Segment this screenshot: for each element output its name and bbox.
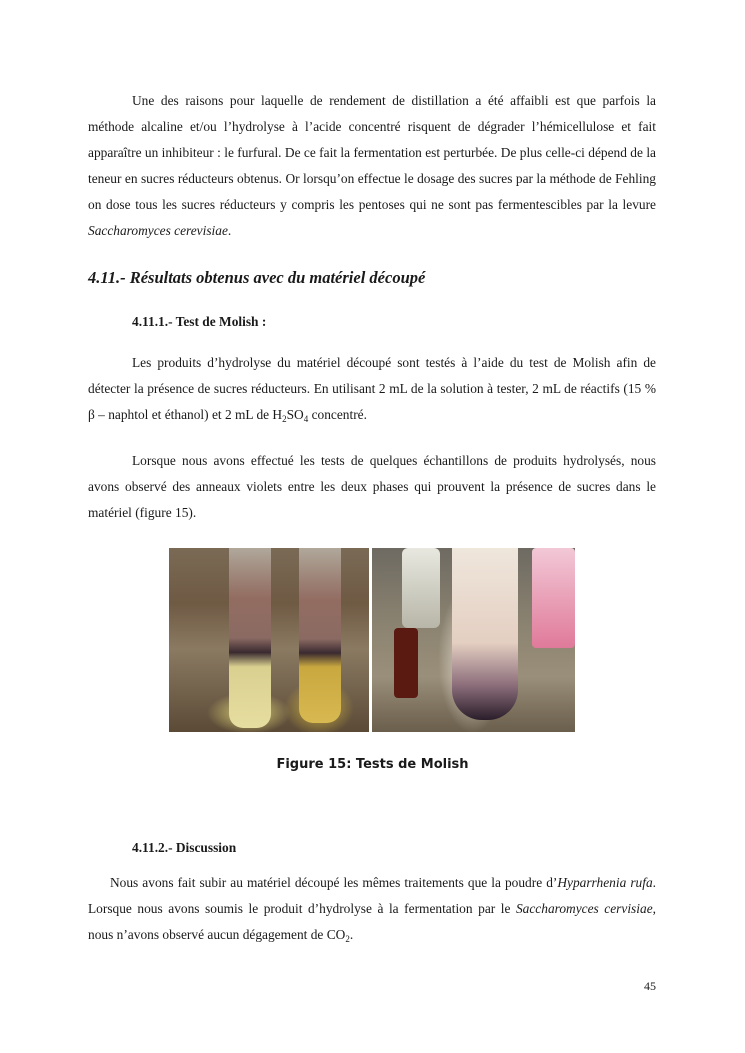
paragraph-text: . Lorsque nous avons soumis le produit d’hydrolyse à la fermentation par le xyxy=(88,875,656,916)
subsection-heading-discussion: 4.11.2.- Discussion xyxy=(132,840,237,855)
subscript: 2 xyxy=(282,414,287,424)
paragraph-text: Nous avons fait subir au matériel découpé les mêmes traitements que la poudre d’ xyxy=(110,875,558,890)
formula-part: SO xyxy=(286,407,304,422)
figure-caption: Figure 15: Tests de Molish xyxy=(276,757,469,772)
paragraph-text: , nous n’avons observé aucun dégagement de CO xyxy=(88,901,656,942)
bottle xyxy=(532,548,575,648)
subsection-heading-molish: 4.11.1.- Test de Molish : xyxy=(132,314,267,329)
photo-test-tubes-left xyxy=(169,548,369,732)
species-name: Hyparrhenia rufa xyxy=(557,875,653,890)
figure-15 xyxy=(169,548,575,732)
page-number: 45 xyxy=(644,979,656,993)
paragraph-text: Une des raisons pour laquelle de rendement de distillation a été affaibli est que parfois la méthode alcaline et/ou l’hydrolyse à l’acide concentré risquent de dégrader l’hémicellulose et fait apparaître un inhibiteur : le furfural. De ce fait la fermentation est perturbée. De plus celle-ci dépend de la teneur en sucres réducteurs obtenus. Or lorsqu’on effectue le dosage des sucres par la méthode de Fehling on dose tous les sucres réducteurs y compris les pentoses qui ne sont pas fermentescibles par la levure xyxy=(88,93,656,212)
paragraph-end: concentré. xyxy=(308,407,367,422)
paragraph-distillation xyxy=(88,88,656,244)
paragraph-molish-results xyxy=(88,448,656,526)
section-heading: 4.11.- Résultats obtenus avec du matériel découpé xyxy=(88,268,426,287)
bottle xyxy=(394,628,418,698)
paragraph-end: . xyxy=(349,927,354,942)
paragraph-text: Les produits d’hydrolyse du matériel découpé sont testés à l’aide du test de Molish afin de détecter la présence de sucres réducteurs. En utilisant 2 mL de la solution à tester, 2 mL de réactifs (15 % β – naphtol et éthanol) et 2 mL de H xyxy=(88,355,656,422)
species-name: Saccharomyces cerevisiae xyxy=(88,223,228,238)
bottle xyxy=(402,548,440,628)
photo-test-tube-right xyxy=(372,548,575,732)
paragraph-discussion xyxy=(88,870,656,948)
paragraph-end: . xyxy=(227,223,232,238)
subscript: 4 xyxy=(303,414,309,424)
species-name: Saccharomyces cervisiae xyxy=(515,901,653,916)
paragraph-molish-method xyxy=(88,350,656,428)
subscript: 2 xyxy=(345,934,350,944)
paragraph-text: Lorsque nous avons effectué les tests de quelques échantillons de produits hydrolysés, nous avons observé des anneaux violets entre les deux phases qui prouvent la présence de sucres dans le matériel (figure 15). xyxy=(88,453,656,520)
